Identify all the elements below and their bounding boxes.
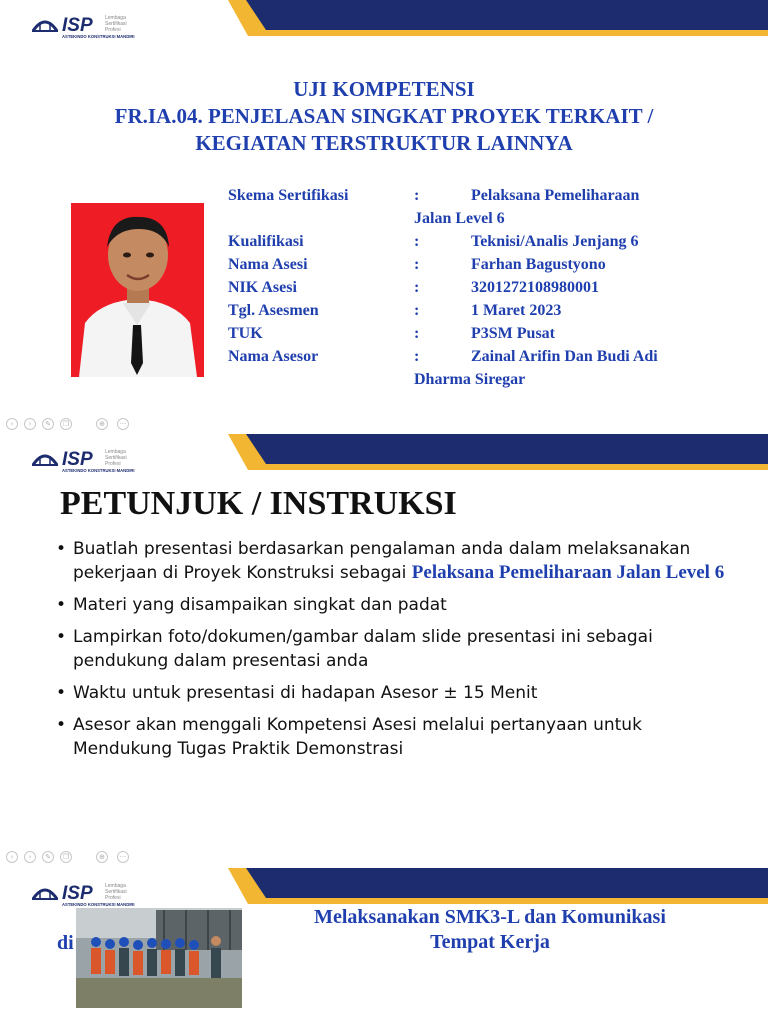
list-item-text: Lampirkan foto/dokumen/gambar dalam slide presentasi ini sebagai pendukung dalam presentasi anda <box>73 627 653 671</box>
list-item-text: Asesor akan menggali Kompetensi Asesi melalui pertanyaan untuk Mendukung Tugas Praktik Demonstrasi <box>73 715 642 759</box>
svg-text:Sertifikasi: Sertifikasi <box>105 455 127 461</box>
svg-text:Lembaga: Lembaga <box>105 15 126 21</box>
zoom-icon[interactable]: ⊕ <box>96 851 108 863</box>
svg-text:Sertifikasi: Sertifikasi <box>105 889 127 895</box>
field-row <box>228 322 728 345</box>
list-item <box>50 713 740 761</box>
asesi-photo <box>71 203 204 377</box>
page-title <box>0 76 768 157</box>
field-colon: : <box>414 187 420 204</box>
field-colon: : <box>414 256 420 273</box>
title-line-3: KEGIATAN TERSTRUKTUR LAINNYA <box>195 131 573 155</box>
bridge-icon <box>32 890 58 899</box>
field-colon: : <box>414 325 420 342</box>
header-stripe <box>228 0 768 36</box>
isp-logo <box>31 445 146 473</box>
field-row <box>228 253 728 276</box>
worksite-photo <box>76 908 242 1008</box>
next-icon[interactable]: › <box>24 851 36 863</box>
field-colon: : <box>414 348 420 365</box>
list-item <box>50 537 740 585</box>
list-item-text: Waktu untuk presentasi di hadapan Asesor ± 15 Menit <box>73 683 538 703</box>
bullet-icon: • <box>56 715 67 735</box>
svg-text:ASTEKINDO KONSTRUKSI MANDIRI: ASTEKINDO KONSTRUKSI MANDIRI <box>62 468 135 473</box>
svg-text:ISP: ISP <box>62 15 93 36</box>
slide3-title-prefix: di <box>57 932 74 954</box>
field-value: Teknisi/Analis Jenjang 6 <box>471 233 639 250</box>
slide-1 <box>0 0 768 404</box>
next-icon[interactable]: › <box>24 418 36 430</box>
svg-text:Profesi: Profesi <box>105 461 121 467</box>
field-row <box>228 299 728 322</box>
field-value: Farhan Bagustyono <box>471 256 606 273</box>
svg-text:ASTEKINDO KONSTRUKSI MANDIRI: ASTEKINDO KONSTRUKSI MANDIRI <box>62 34 135 39</box>
copy-icon[interactable]: ❐ <box>60 418 72 430</box>
field-row <box>228 276 728 299</box>
svg-text:ISP: ISP <box>62 883 93 904</box>
zoom-icon[interactable]: ⊕ <box>96 418 108 430</box>
field-row <box>228 184 728 207</box>
field-value-continuation: Dharma Siregar <box>414 371 526 388</box>
bullet-icon: • <box>56 683 67 703</box>
prev-icon[interactable]: ‹ <box>6 418 18 430</box>
title-line-1: UJI KOMPETENSI <box>293 77 475 101</box>
svg-text:Profesi: Profesi <box>105 27 121 33</box>
bullet-icon: • <box>56 539 67 559</box>
header-stripe <box>228 868 768 904</box>
more-icon[interactable]: ··· <box>117 418 129 430</box>
field-label: Nama Asesi <box>228 256 308 273</box>
edit-icon[interactable]: ✎ <box>42 851 54 863</box>
slide3-title <box>260 905 720 955</box>
field-row-continuation <box>228 207 728 230</box>
field-colon: : <box>414 279 420 296</box>
list-item <box>50 625 740 673</box>
slide3-title-line-1: Melaksanakan SMK3-L dan Komunikasi <box>314 906 666 928</box>
field-label: Tgl. Asesmen <box>228 302 319 319</box>
more-icon[interactable]: ··· <box>117 851 129 863</box>
isp-logo <box>31 879 146 907</box>
field-row-continuation <box>228 368 728 391</box>
field-colon: : <box>414 233 420 250</box>
svg-text:Lembaga: Lembaga <box>105 449 126 455</box>
bridge-icon <box>32 22 58 31</box>
participant-info <box>228 184 728 391</box>
field-value: 3201272108980001 <box>471 279 599 296</box>
title-line-2: FR.IA.04. PENJELASAN SINGKAT PROYEK TERKAIT / <box>114 104 654 128</box>
svg-text:Sertifikasi: Sertifikasi <box>105 21 127 27</box>
prev-icon[interactable]: ‹ <box>6 851 18 863</box>
field-colon: : <box>414 302 420 319</box>
slide3-title-line-2: Tempat Kerja <box>430 931 550 953</box>
list-item <box>50 593 740 617</box>
header-stripe <box>228 434 768 470</box>
field-row <box>228 230 728 253</box>
list-item-text: Buatlah presentasi berdasarkan pengalaman anda dalam melaksanakan pekerjaan di Proyek Konstruksi sebagai <box>73 539 691 583</box>
slide-nav-toolbar <box>0 843 768 871</box>
list-item <box>50 681 740 705</box>
field-row <box>228 345 728 368</box>
isp-logo <box>31 11 146 39</box>
edit-icon[interactable]: ✎ <box>42 418 54 430</box>
field-value: Zainal Arifin Dan Budi Adi <box>471 348 658 365</box>
field-value-continuation: Jalan Level 6 <box>414 210 505 227</box>
list-item-text: Materi yang disampaikan singkat dan padat <box>73 595 447 615</box>
field-label: NIK Asesi <box>228 279 297 296</box>
field-label: Nama Asesor <box>228 348 319 365</box>
field-label: TUK <box>228 325 263 342</box>
field-value: 1 Maret 2023 <box>471 302 562 319</box>
field-value: P3SM Pusat <box>471 325 555 342</box>
svg-text:ASTEKINDO KONSTRUKSI MANDIRI: ASTEKINDO KONSTRUKSI MANDIRI <box>62 902 135 907</box>
field-label: Skema Sertifikasi <box>228 187 349 204</box>
svg-text:ISP: ISP <box>62 449 93 470</box>
bullet-icon: • <box>56 627 67 647</box>
svg-text:Lembaga: Lembaga <box>105 883 126 889</box>
copy-icon[interactable]: ❐ <box>60 851 72 863</box>
field-value: Pelaksana Pemeliharaan <box>471 187 640 204</box>
bullet-icon: • <box>56 595 67 615</box>
instructions-heading: PETUNJUK / INSTRUKSI <box>60 485 457 522</box>
svg-text:Profesi: Profesi <box>105 895 121 901</box>
field-label: Kualifikasi <box>228 233 304 250</box>
instruction-list <box>50 537 740 769</box>
list-item-highlight: Pelaksana Pemeliharaan Jalan Level 6 <box>411 562 725 583</box>
bridge-icon <box>32 456 58 465</box>
